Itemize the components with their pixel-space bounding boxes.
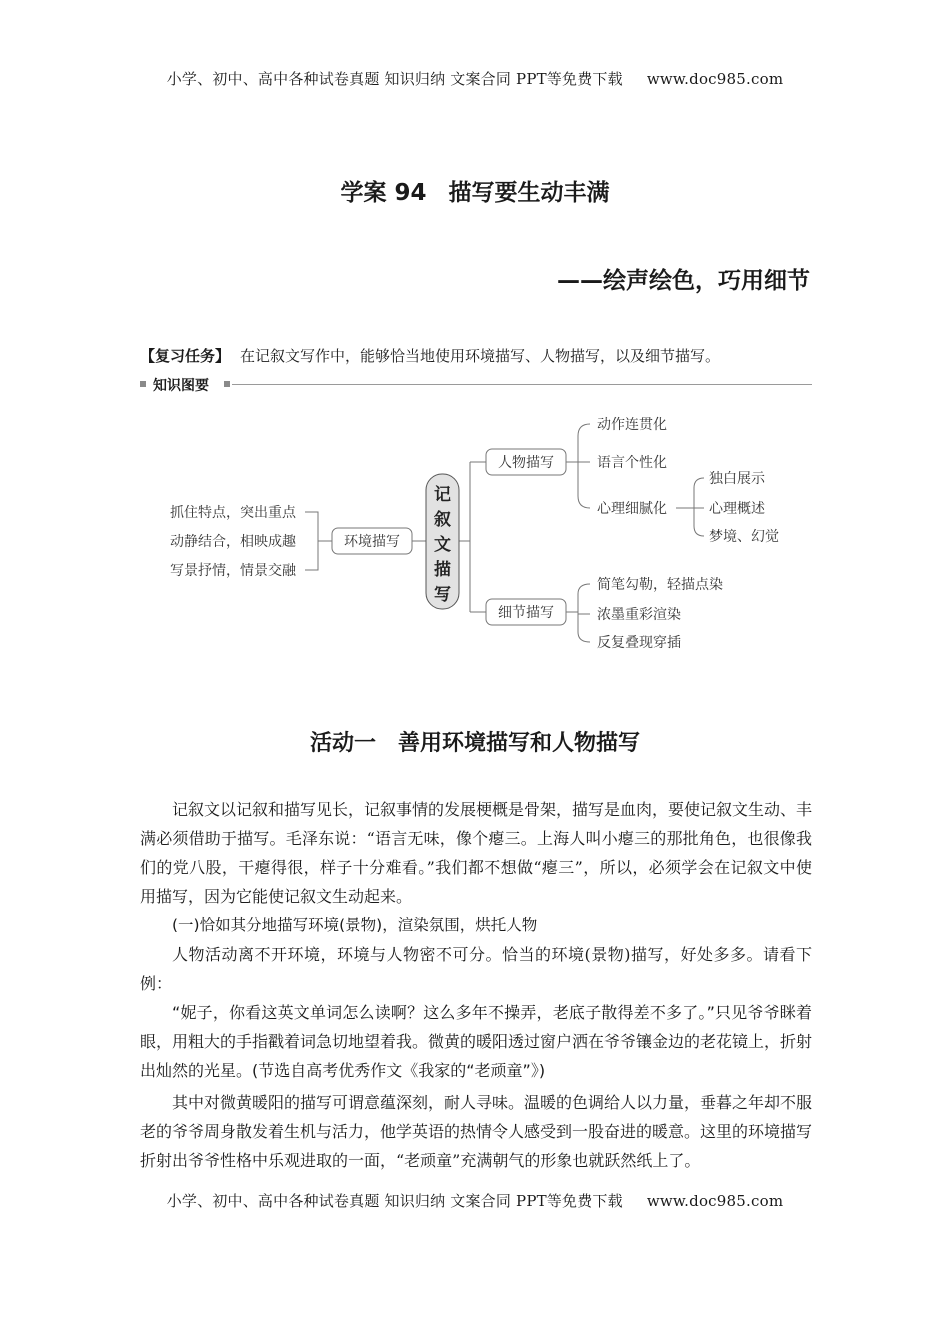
psych-sub-item: 梦境、幻觉	[709, 529, 779, 545]
sub-heading: (一)恰如其分地描写环境(景物)，渲染氛围，烘托人物	[172, 916, 538, 934]
detail-item: 浓墨重彩渲染	[597, 607, 681, 623]
root-node-label	[433, 484, 451, 605]
section-heading	[0, 726, 950, 757]
connector	[578, 584, 590, 642]
header-site-link[interactable]: www.doc985.com	[646, 70, 784, 88]
example-paragraph	[140, 998, 812, 1085]
section-prefix: 活动一	[309, 731, 376, 756]
page-header	[0, 68, 950, 89]
review-task-label: 【复习任务】	[140, 347, 231, 365]
root-node-char: 描	[434, 560, 451, 580]
square-bullet-icon	[140, 381, 146, 387]
knowledge-map-heading-bar	[140, 375, 812, 395]
intro-paragraph	[140, 795, 812, 911]
psych-sub-item: 独白展示	[709, 471, 765, 487]
connector	[578, 424, 590, 508]
paragraph-text: 人物活动离不开环境，环境与人物密不可分。恰当的环境(景物)描写，好处多多。请看下例：	[140, 945, 812, 993]
env-item: 动静结合，相映成趣	[170, 534, 296, 550]
knowledge-map-heading: 知识图要	[153, 378, 209, 394]
character-node-label: 人物描写	[498, 455, 554, 471]
page-footer	[0, 1190, 950, 1211]
section-title: 善用环境描写和人物描写	[398, 731, 641, 756]
detail-item: 简笔勾勒，轻描点染	[597, 577, 723, 593]
page-subtitle: ——绘声绘色，巧用细节	[557, 268, 810, 294]
connector	[305, 512, 318, 570]
footer-site-link[interactable]: www.doc985.com	[646, 1192, 784, 1210]
root-node-char: 文	[434, 535, 451, 555]
page-title	[0, 174, 950, 207]
root-node-char: 叙	[434, 510, 451, 530]
character-item: 语言个性化	[597, 455, 667, 471]
divider-line	[232, 384, 812, 385]
analysis-paragraph	[140, 1088, 812, 1175]
header-text: 小学、初中、高中各种试卷真题 知识归纳 文案合同 PPT等免费下载	[166, 70, 623, 88]
knowledge-mind-map	[0, 400, 950, 670]
title-main: 描写要生动丰满	[448, 180, 610, 206]
env-node-label: 环境描写	[344, 534, 400, 550]
footer-text: 小学、初中、高中各种试卷真题 知识归纳 文案合同 PPT等免费下载	[166, 1192, 623, 1210]
root-node-char: 写	[434, 585, 451, 605]
lead-paragraph	[140, 940, 812, 998]
env-item: 抓住特点，突出重点	[170, 505, 296, 521]
root-node-char: 记	[434, 485, 451, 505]
paragraph-text: 其中对微黄暖阳的描写可谓意蕴深刻，耐人寻味。温暖的色调给人以力量，垂暮之年却不服老的爷爷周身散发着生机与活力，他学英语的热情令人感受到一股奋进的暖意。这里的环境描写折射出爷爷性格中乐观进取的一面，“老顽童”充满朝气的形象也就跃然纸上了。	[140, 1093, 813, 1170]
env-item: 写景抒情，情景交融	[170, 563, 296, 579]
character-item: 动作连贯化	[597, 417, 667, 433]
review-task-text: 在记叙文写作中，能够恰当地使用环境描写、人物描写，以及细节描写。	[240, 347, 721, 365]
paragraph-text: 记叙文以记叙和描写见长，记叙事情的发展梗概是骨架，描写是血肉，要使记叙文生动、丰满必须借助于描写。毛泽东说：“语言无味，像个瘪三。上海人叫小瘪三的那批角色，也很像我们的党八股，干瘪得很，样子十分难看。”我们都不想做“瘪三”，所以，必须学会在记叙文中使用描写，因为它能使记叙文生动起来。	[140, 800, 813, 906]
example-text: “妮子，你看这英文单词怎么读啊？这么多年不操弄，老底子散得差不多了。”只见爷爷眯着眼，用粗大的手指戳着词急切地望着我。微黄的暖阳透过窗户洒在爷爷镶金边的老花镜上，折射出灿然的光星。(节选自高考优秀作文《我家的“老顽童”》)	[140, 1003, 813, 1080]
square-bullet-icon	[224, 381, 230, 387]
detail-item: 反复叠现穿插	[597, 635, 681, 651]
character-item: 心理细腻化	[597, 501, 667, 517]
detail-node-label: 细节描写	[498, 605, 554, 621]
connector	[694, 478, 704, 536]
title-prefix: 学案 94	[340, 180, 427, 206]
psych-sub-item: 心理概述	[709, 501, 765, 517]
review-task	[140, 345, 720, 366]
subheading-paragraph	[140, 911, 812, 940]
